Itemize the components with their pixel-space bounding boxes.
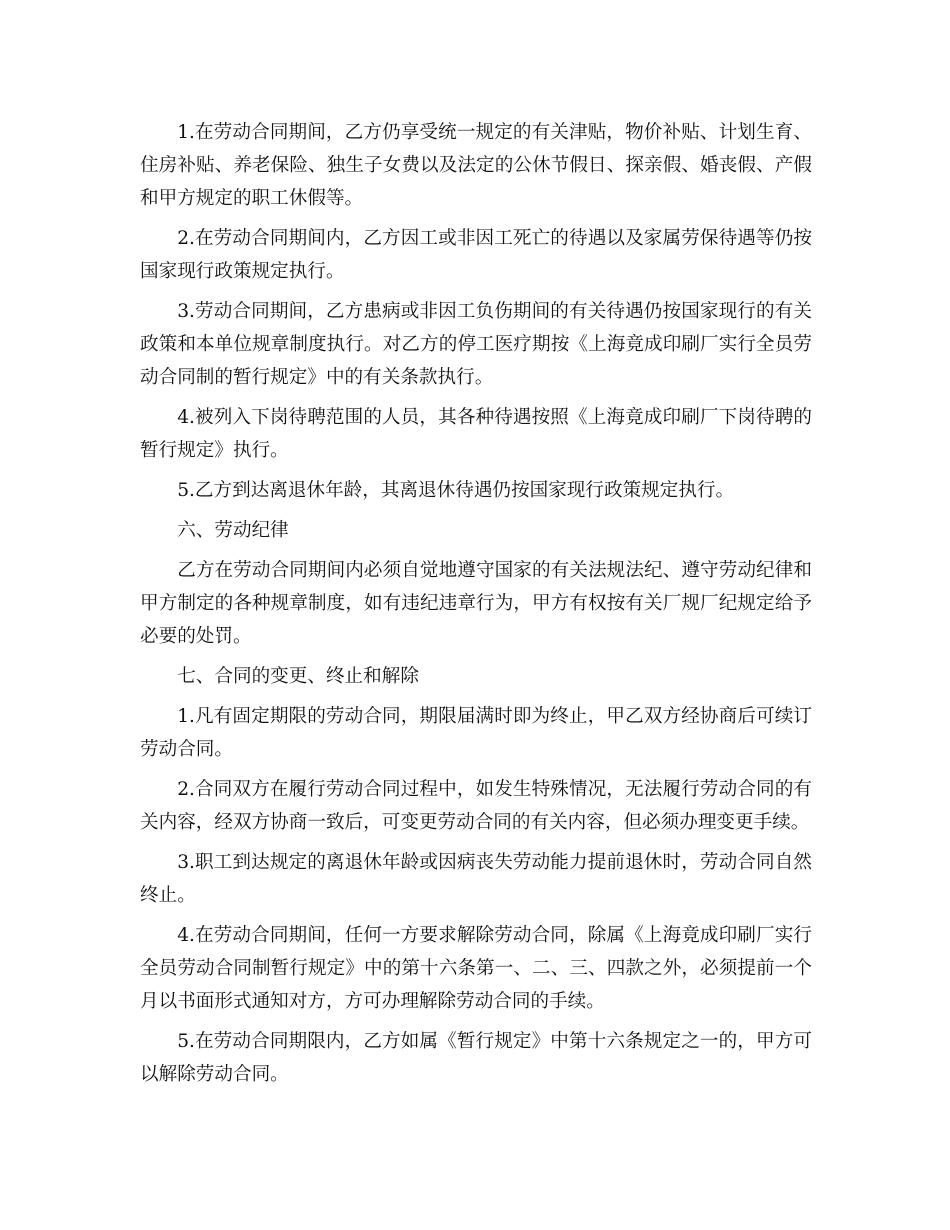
clause-7-1: 1.凡有固定期限的劳动合同，期限届满时即为终止，甲乙双方经协商后可续订劳动合同。 xyxy=(140,706,812,760)
clause-7-5: 5.在劳动合同期限内，乙方如属《暂行规定》中第十六条规定之一的，甲方可以解除劳动合同。 xyxy=(140,1031,812,1085)
clause-5-2: 2.在劳动合同期间内，乙方因工或非因工死亡的待遇以及家属劳保待遇等仍按国家现行政策规定执行。 xyxy=(140,228,812,282)
clause-5-5: 5.乙方到达离退休年龄，其离退休待遇仍按国家现行政策规定执行。 xyxy=(177,480,735,501)
clause-5-3: 3.劳动合同期间，乙方患病或非因工负伤期间的有关待遇仍按国家现行的有关政策和本单位规章制度执行。对乙方的停工医疗期按《上海竟成印刷厂实行全员劳动合同制的暂行规定》中的有关条款执行。 xyxy=(140,301,812,388)
clause-7-3: 3.职工到达规定的离退休年龄或因病丧失劳动能力提前退休时，劳动合同自然终止。 xyxy=(140,852,812,906)
section-heading-labor-discipline: 六、劳动纪律 xyxy=(177,520,289,541)
clause-5-1: 1.在劳动合同期间，乙方仍享受统一规定的有关津贴，物价补贴、计划生育、住房补贴、养老保险、独生子女费以及法定的公休节假日、探亲假、婚丧假、产假和甲方规定的职工休假等。 xyxy=(140,122,812,209)
clause-5-4: 4.被列入下岗待聘范围的人员，其各种待遇按照《上海竟成印刷厂下岗待聘的暂行规定》执行。 xyxy=(140,407,812,461)
clause-7-2: 2.合同双方在履行劳动合同过程中，如发生特殊情况，无法履行劳动合同的有关内容，经双方协商一致后，可变更劳动合同的有关内容，但必须办理变更手续。 xyxy=(140,779,812,833)
section-heading-contract-change: 七、合同的变更、终止和解除 xyxy=(177,666,419,687)
labor-discipline-paragraph: 乙方在劳动合同期间内必须自觉地遵守国家的有关法规法纪、遵守劳动纪律和甲方制定的各种规章制度，如有违纪违章行为，甲方有权按有关厂规厂纪规定给予必要的处罚。 xyxy=(140,560,812,647)
clause-7-4: 4.在劳动合同期间，任何一方要求解除劳动合同，除属《上海竟成印刷厂实行全员劳动合同制暂行规定》中的第十六条第一、二、三、四款之外，必须提前一个月以书面形式通知对方，方可办理解除劳动合同的手续。 xyxy=(140,925,812,1012)
document-body xyxy=(140,116,812,1098)
